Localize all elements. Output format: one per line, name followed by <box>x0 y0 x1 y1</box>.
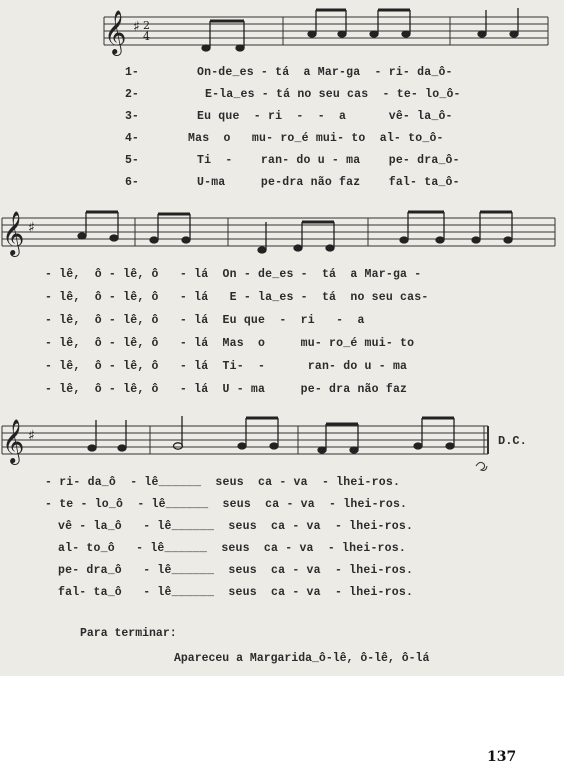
closing-line: fal- ta_ô - lê______ seus ca - va - lhei-ros. <box>58 586 414 599</box>
svg-text:𝄞: 𝄞 <box>2 419 25 463</box>
verse-line: On-de_es - tá a Mar-ga - ri- da_ô- <box>197 66 453 79</box>
verse-line: E-la_es - tá no seu cas - te- lo_ô- <box>205 88 461 101</box>
handwritten-mark <box>476 462 487 470</box>
closing-line: - ri- da_ô - lê______ seus ca - va - lhei-ros. <box>45 476 401 489</box>
verse-line: Eu que - ri - - a vê- la_ô- <box>197 110 453 123</box>
refrain-line: - lê, ô - lê, ô - lá E - la_es - tá no seu cas- <box>45 291 429 304</box>
treble-clef-icon: 𝄞 <box>104 10 127 54</box>
verse-line: U-ma pe-dra não faz fal- ta_ô- <box>197 176 460 189</box>
verse-number: 1- <box>125 66 139 79</box>
closing-line: al- to_ô - lê______ seus ca - va - lhei-ros. <box>58 542 406 555</box>
verse-number: 5- <box>125 154 139 167</box>
closing-line: pe- dra_ô - lê______ seus ca - va - lhei-ros. <box>58 564 414 577</box>
verse-number: 6- <box>125 176 139 189</box>
svg-text:2: 2 <box>143 19 150 32</box>
svg-text:♯: ♯ <box>28 220 35 236</box>
refrain-line: - lê, ô - lê, ô - lá On - de_es - tá a Mar-ga - <box>45 268 422 281</box>
refrain-line: - lê, ô - lê, ô - lá Eu que - ri - a <box>45 314 365 327</box>
closing-line: vê - la_ô - lê______ seus ca - va - lhei-ros. <box>58 520 414 533</box>
music-staff-3 <box>2 426 488 454</box>
svg-text:4: 4 <box>143 30 150 43</box>
dc-mark: D.C. <box>498 434 527 448</box>
refrain-line: - lê, ô - lê, ô - lá U - ma pe- dra não faz <box>45 383 408 396</box>
verse-number: 4- <box>125 132 139 145</box>
verse-number: 2- <box>125 88 139 101</box>
svg-text:𝄞: 𝄞 <box>2 211 25 255</box>
verse-line: Ti - ran- do u - ma pe- dra_ô- <box>197 154 460 167</box>
ending-text: Apareceu a Margarida_ô-lê, ô-lê, ô-lá <box>174 652 430 665</box>
verse-number: 3- <box>125 110 139 123</box>
verse-line: Mas o mu- ro_é mui- to al- to_ô- <box>188 132 444 145</box>
svg-text:♯: ♯ <box>133 19 140 35</box>
svg-text:♯: ♯ <box>28 428 35 444</box>
ending-label: Para terminar: <box>80 627 177 640</box>
closing-line: - te - lo_ô - lê______ seus ca - va - lhei-ros. <box>45 498 408 511</box>
refrain-line: - lê, ô - lê, ô - lá Mas o mu- ro_é mui- to <box>45 337 415 350</box>
refrain-line: - lê, ô - lê, ô - lá Ti- - ran- do u - ma <box>45 360 408 373</box>
page-number: 137 <box>487 749 517 765</box>
